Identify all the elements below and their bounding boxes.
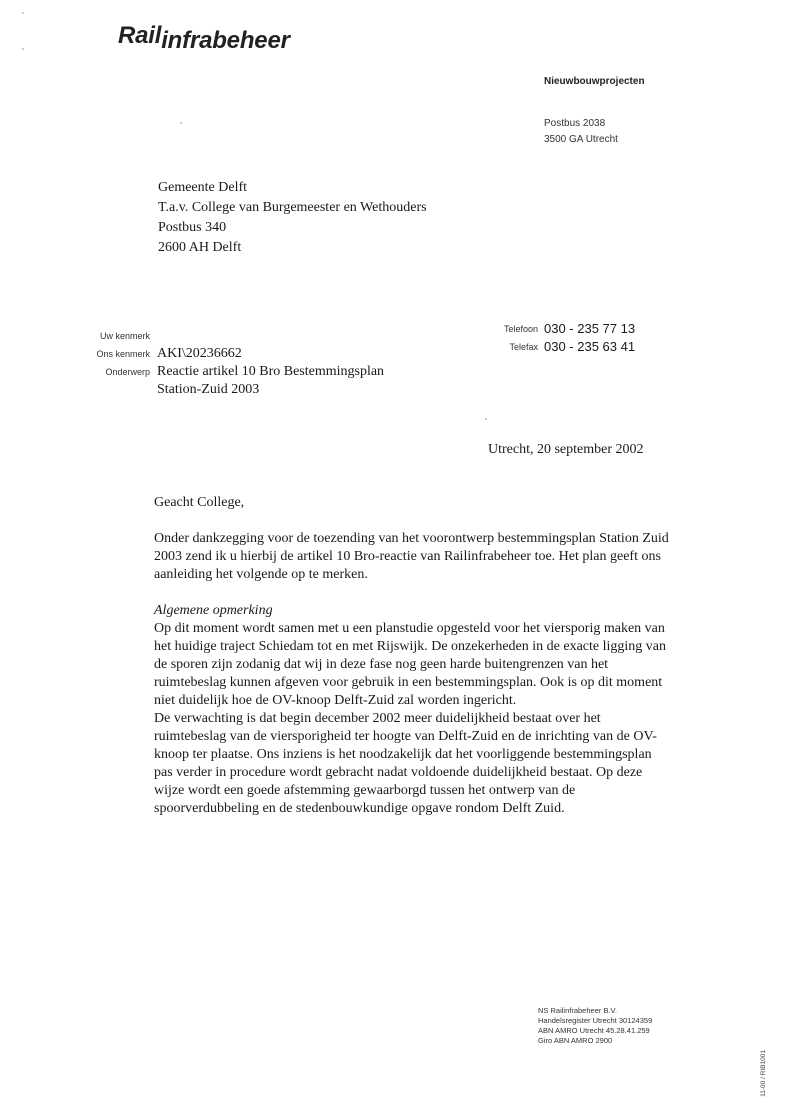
text-line: niet duidelijk hoe de OV-knoop Delft-Zuid zal worden ingericht. <box>154 693 517 708</box>
scan-speck <box>485 418 487 420</box>
text-line: ruimtebeslag kunnen afgeven voor gebruik in een bestemmingsplan. Ook is op dit moment <box>154 675 663 690</box>
paragraph-intro <box>154 530 714 584</box>
onderwerp-line: Station-Zuid 2003 <box>157 382 260 397</box>
recipient-line: Gemeente Delft <box>158 180 248 195</box>
onderwerp-line: Reactie artikel 10 Bro Bestemmingsplan <box>157 364 385 379</box>
text-line: Onder dankzegging voor de toezending van het voorontwerp bestemmingsplan Station Zuid <box>154 531 669 546</box>
text-line: aanleiding het volgende op te merken. <box>154 567 368 582</box>
sender-address <box>544 116 618 148</box>
recipient-line: Postbus 340 <box>158 220 227 235</box>
footer-line: ABN AMRO Utrecht 45.28.41.259 <box>538 1026 650 1035</box>
contact-labels <box>480 320 538 356</box>
department-name: Nieuwbouwprojecten <box>544 76 645 87</box>
ons-kenmerk-label: Ons kenmerk <box>96 349 150 359</box>
uw-kenmerk-value <box>157 327 384 345</box>
telefoon-value: 030 - 235 77 13 <box>544 321 636 336</box>
text-line: spoorverdubbeling en de stedenbouwkundige opgave rondom Delft Zuid. <box>154 801 565 816</box>
text-line: knoop ter plaatse. Ons inziens is het noodzakelijk dat het voorliggende bestemmingsplan <box>154 747 652 762</box>
recipient-line: 2600 AH Delft <box>158 240 242 255</box>
telefoon-label: Telefoon <box>503 324 538 334</box>
recipient-address <box>158 178 427 258</box>
contact-values <box>544 320 635 356</box>
text-line: ruimtebeslag van de viersporigheid ter hoogte van Delft-Zuid en de inrichting van de OV- <box>154 729 657 744</box>
reference-labels <box>60 327 150 381</box>
footer-line: Handelsregister Utrecht 30124359 <box>538 1016 653 1025</box>
scan-speck <box>22 48 24 50</box>
text-line: wijze wordt een goede afstemming gewaarborgd tussen het ontwerp van de <box>154 783 576 798</box>
logo-text-infrabeheer: infrabeheer <box>161 27 290 54</box>
company-logo <box>118 22 290 54</box>
scan-speck <box>180 122 182 124</box>
text-line: het huidige traject Schiedam tot en met Rijswijk. De onzekerheden in de exacte ligging van <box>154 639 667 654</box>
recipient-line: T.a.v. College van Burgemeester en Wethouders <box>158 200 427 215</box>
form-code: 11-00 / RIB1001 <box>760 1050 767 1097</box>
text-line: Op dit moment wordt samen met u een planstudie opgesteld voor het viersporig maken van <box>154 621 665 636</box>
sender-address-line: Postbus 2038 <box>544 118 606 129</box>
letter-date: Utrecht, 20 september 2002 <box>488 442 644 457</box>
footer-line: NS Railinfrabeheer B.V. <box>538 1006 617 1015</box>
company-footer <box>538 1006 652 1046</box>
text-line: De verwachting is dat begin december 2002 meer duidelijkheid bestaat over het <box>154 711 601 726</box>
telefax-label: Telefax <box>509 342 538 352</box>
ons-kenmerk-value: AKI\20236662 <box>157 346 242 361</box>
logo-text-rail: Rail <box>118 22 162 49</box>
letter-body <box>154 494 714 818</box>
text-line: 2003 zend ik u hierbij de artikel 10 Bro-reactie van Railinfrabeheer toe. Het plan geeft ons <box>154 549 661 564</box>
salutation: Geacht College, <box>154 495 245 510</box>
onderwerp-label: Onderwerp <box>105 367 150 377</box>
paragraph-expectation <box>154 710 714 818</box>
footer-line: Giro ABN AMRO 2900 <box>538 1036 613 1045</box>
section-heading: Algemene opmerking <box>154 603 273 618</box>
uw-kenmerk-label: Uw kenmerk <box>99 331 150 341</box>
reference-values <box>157 327 384 399</box>
text-line: de sporen zijn zodanig dat wij in deze fase nog geen harde buitengrenzen van het <box>154 657 609 672</box>
paragraph-general <box>154 620 714 710</box>
sender-address-line: 3500 GA Utrecht <box>544 134 618 145</box>
telefax-value: 030 - 235 63 41 <box>544 339 636 354</box>
text-line: pas verder in procedure wordt gebracht nadat voldoende duidelijkheid bestaat. Op deze <box>154 765 643 780</box>
scan-speck <box>22 12 24 14</box>
